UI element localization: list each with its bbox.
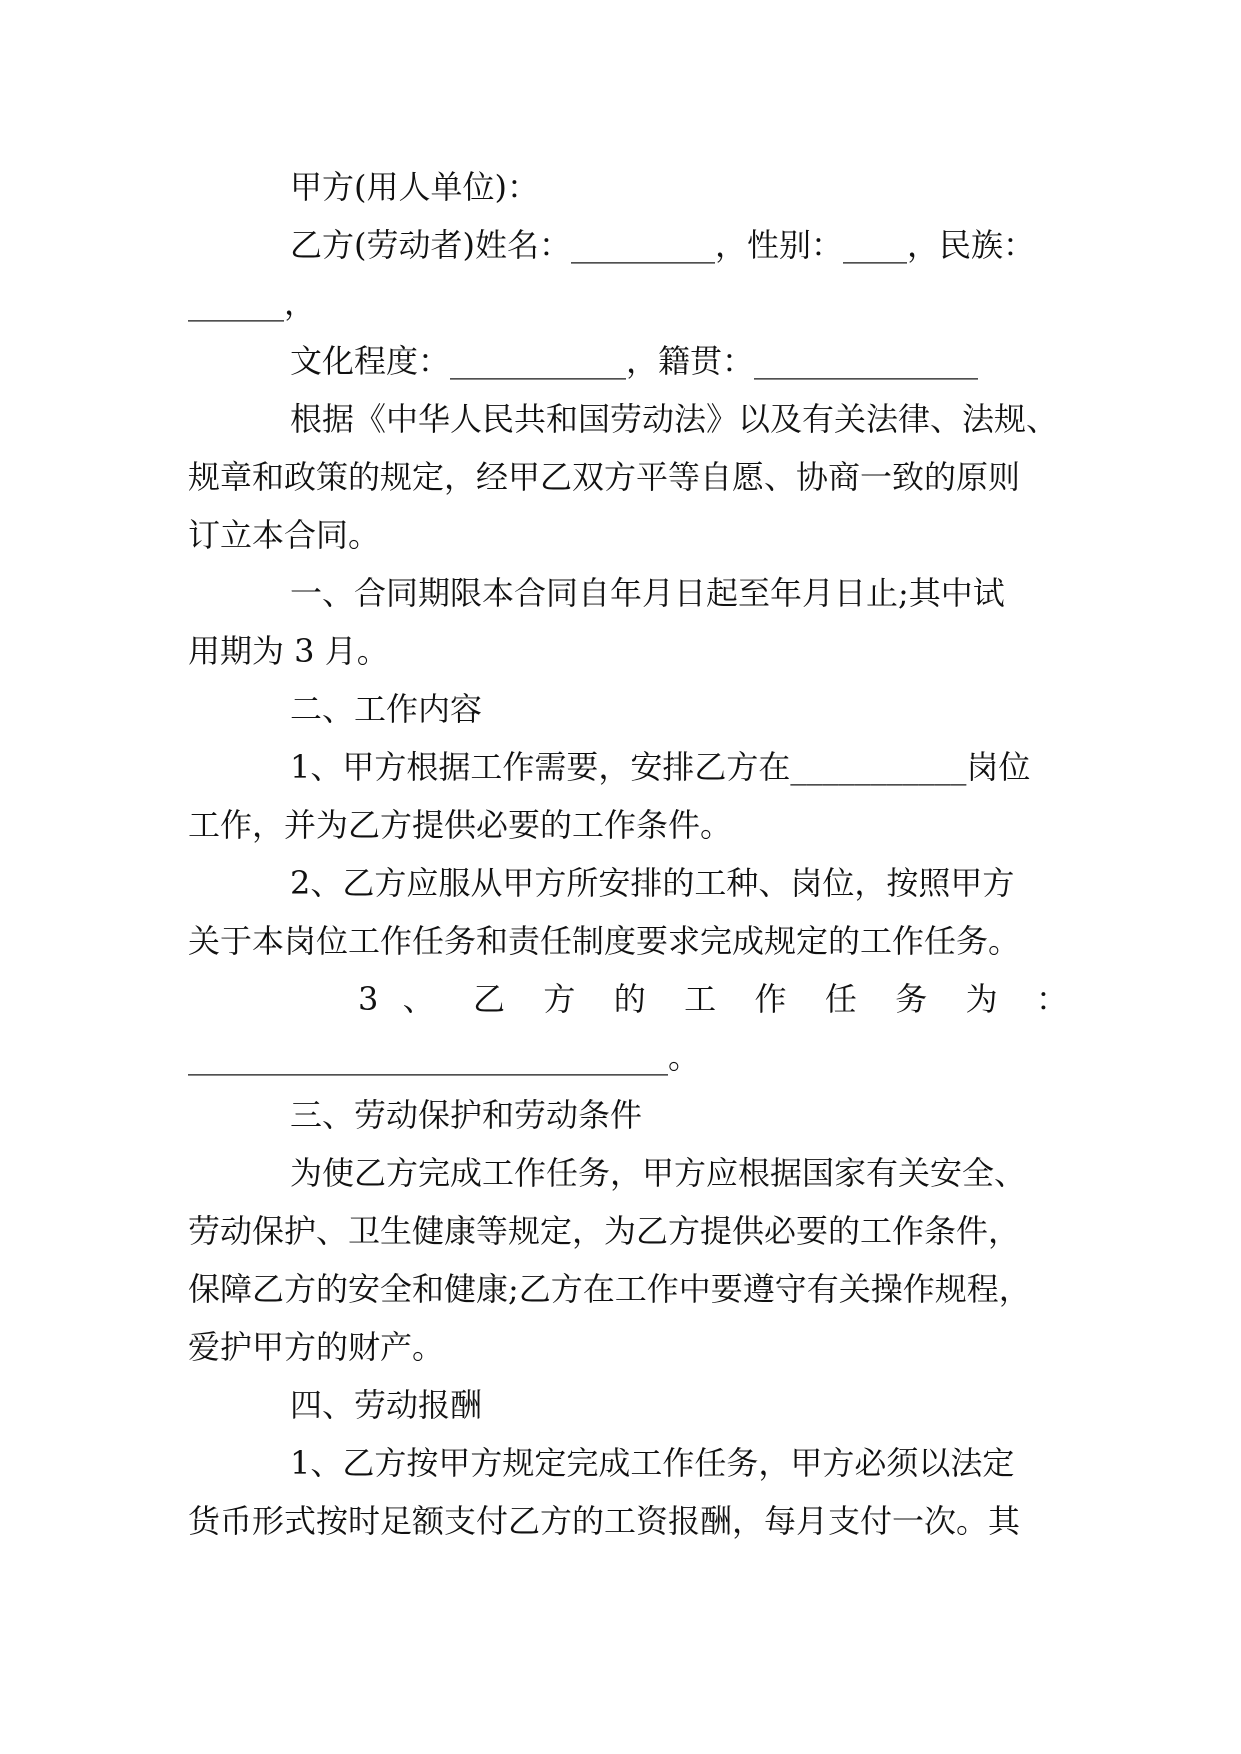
section-3-line-2: 劳动保护、卫生健康等规定，为乙方提供必要的工作条件， bbox=[188, 1212, 1021, 1250]
section-4-item-1-line-1: 1、乙方按甲方规定完成工作任务，甲方必须以法定 bbox=[290, 1444, 1015, 1482]
section-3-line-3: 保障乙方的安全和健康;乙方在工作中要遵守有关操作规程， bbox=[188, 1270, 1031, 1308]
party-b-ethnicity-blank: ______， bbox=[188, 284, 317, 322]
preamble-line-3: 订立本合同。 bbox=[188, 516, 381, 554]
education-origin-line: 文化程度：___________，籍贯：______________ bbox=[290, 342, 979, 380]
party-a-line: 甲方(用人单位)： bbox=[290, 168, 539, 206]
party-b-name-line: 乙方(劳动者)姓名：_________，性别：____，民族： bbox=[290, 226, 1035, 264]
preamble-line-1: 根据《中华人民共和国劳动法》以及有关法律、法规、 bbox=[290, 400, 1059, 438]
section-2-item-1-line-1: 1、甲方根据工作需要，安排乙方在___________岗位 bbox=[290, 748, 1031, 786]
section-3-line-4: 爱护甲方的财产。 bbox=[188, 1328, 445, 1366]
section-3-heading: 三、劳动保护和劳动条件 bbox=[290, 1096, 643, 1134]
section-2-item-3-line-2: ______________________________。 bbox=[188, 1038, 701, 1076]
section-4-item-1-line-2: 货币形式按时足额支付乙方的工资报酬，每月支付一次。其 bbox=[188, 1502, 1021, 1540]
section-2-item-1-line-2: 工作，并为乙方提供必要的工作条件。 bbox=[188, 806, 733, 844]
section-2-item-2-line-2: 关于本岗位工作任务和责任制度要求完成规定的工作任务。 bbox=[188, 922, 1021, 960]
section-4-heading: 四、劳动报酬 bbox=[290, 1386, 483, 1424]
section-2-heading: 二、工作内容 bbox=[290, 690, 483, 728]
section-1-line-1: 一、合同期限本合同自年月日起至年月日止;其中试 bbox=[290, 574, 1005, 612]
section-2-item-3-line-1: 3 、 乙 方 的 工 作 任 务 为 ： bbox=[358, 980, 1068, 1018]
section-2-item-2-line-1: 2、乙方应服从甲方所安排的工种、岗位，按照甲方 bbox=[290, 864, 1015, 902]
section-3-line-1: 为使乙方完成工作任务，甲方应根据国家有关安全、 bbox=[290, 1154, 1027, 1192]
section-1-line-2: 用期为 3 月。 bbox=[188, 632, 389, 670]
preamble-line-2: 规章和政策的规定，经甲乙双方平等自愿、协商一致的原则 bbox=[188, 458, 1021, 496]
